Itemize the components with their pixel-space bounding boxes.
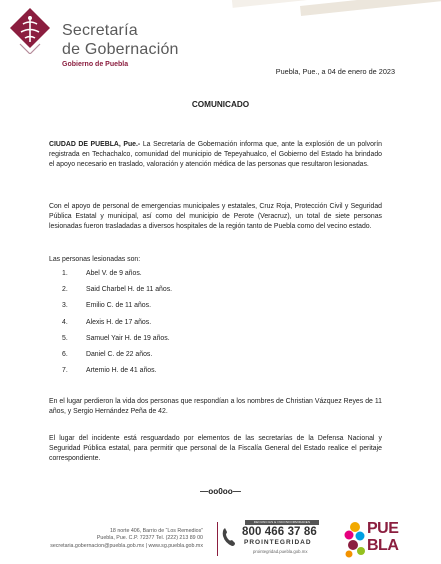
list-item: [62, 318, 362, 334]
list-item: [62, 301, 362, 317]
list-number: 4.: [62, 318, 68, 326]
prointegridad-block: [222, 520, 334, 558]
address-line: Puebla, Pue. C.P. 72377 Tel. (222) 213 89 00: [96, 535, 203, 542]
injured-list: [62, 269, 362, 382]
footer-address: [0, 528, 203, 550]
list-number: 1.: [62, 270, 68, 277]
list-item: [62, 334, 362, 350]
list-number: 2.: [62, 286, 68, 294]
program-url: prointegridad.puebla.gob.mx: [253, 549, 308, 554]
dateline: CIUDAD DE PUEBLA, Pue.-: [49, 141, 141, 148]
brand-text-line1: PUE: [367, 520, 399, 537]
intro-body: La Secretaría de Gobernación informa que, ante la explosión de un polvorín registrada en Techachalco, comunidad del municipio de Tepeyahualco, el Gobierno del Estado ha brindado el apoyo necesario en traslado, valoración y atención médica de las personas que resultaron lesionadas.: [49, 141, 383, 168]
list-number: 6.: [62, 350, 68, 358]
program-name: PROINTEGRIDAD: [244, 539, 312, 546]
paragraph-intro: [49, 140, 382, 170]
paragraph-injured-heading: Las personas lesionadas son:: [49, 256, 141, 263]
logo-title-line2: de Gobernación: [62, 41, 179, 58]
complaints-strip: DENUNCIAS E INCONFORMIDADES: [245, 520, 319, 525]
logo-subtitle: Gobierno de Puebla: [62, 61, 129, 68]
list-text: Artemio H. de 41 años.: [86, 367, 157, 375]
list-text: Said Charbel H. de 11 años.: [86, 286, 173, 294]
brand-text-line2: BLA: [367, 537, 399, 554]
paragraph-site-secured: El lugar del incidente está resguardado por elementos de las secretarías de la Defensa Nacional y Seguridad Pública estatal, para permitir que personal de la Fiscalía General del Estado realice el peritaje correspondiente.: [49, 435, 382, 462]
government-emblem-icon: [10, 8, 50, 54]
list-text: Samuel Yair H. de 19 años.: [86, 334, 170, 342]
list-item: [62, 366, 362, 382]
end-mark: —oo0oo—: [200, 487, 241, 496]
phone-icon: [222, 527, 236, 547]
flower-icon: [344, 521, 366, 559]
decorative-band: [300, 0, 441, 16]
contact-line: secretaria.gobernacion@puebla.gob.mx | www.sg.puebla.gob.mx: [50, 542, 203, 549]
paragraph-deceased: En el lugar perdieron la vida dos personas que respondían a los nombres de Christian Vázquez Reyes de 11 años, y Sergio Hernández Peña de 42.: [49, 398, 382, 415]
puebla-brand-logo: [344, 520, 410, 560]
footer-divider: [217, 522, 218, 556]
list-number: 5.: [62, 334, 68, 342]
list-text: Emilio C. de 11 años.: [86, 302, 151, 310]
address-line: 18 norte 406, Barrio de “Los Remedios”: [109, 528, 203, 534]
list-text: Alexis H. de 17 años.: [86, 318, 152, 326]
document-date: Puebla, Pue., a 04 de enero de 2023: [275, 67, 395, 76]
list-item: [62, 269, 362, 285]
list-text: Abel V. de 9 años.: [86, 270, 142, 277]
list-number: 3.: [62, 302, 68, 310]
list-item: [62, 285, 362, 301]
list-number: 7.: [62, 367, 68, 375]
list-item: [62, 350, 362, 366]
list-text: Daniel C. de 22 años.: [86, 350, 153, 358]
document-title: COMUNICADO: [191, 100, 250, 109]
paragraph-support: Con el apoyo de personal de emergencias municipales y estatales, Cruz Roja, Protección Civil y Seguridad Pública Estatal y municipal, así como del municipio de Perote (Veracruz), un total de siete personas lesionadas fueron trasladadas a diversos hospitales de la región tanto de Puebla como del vecino estado.: [49, 203, 382, 230]
phone-number: 800 466 37 86: [242, 526, 317, 538]
logo-title-line1: Secretaría: [62, 22, 138, 39]
